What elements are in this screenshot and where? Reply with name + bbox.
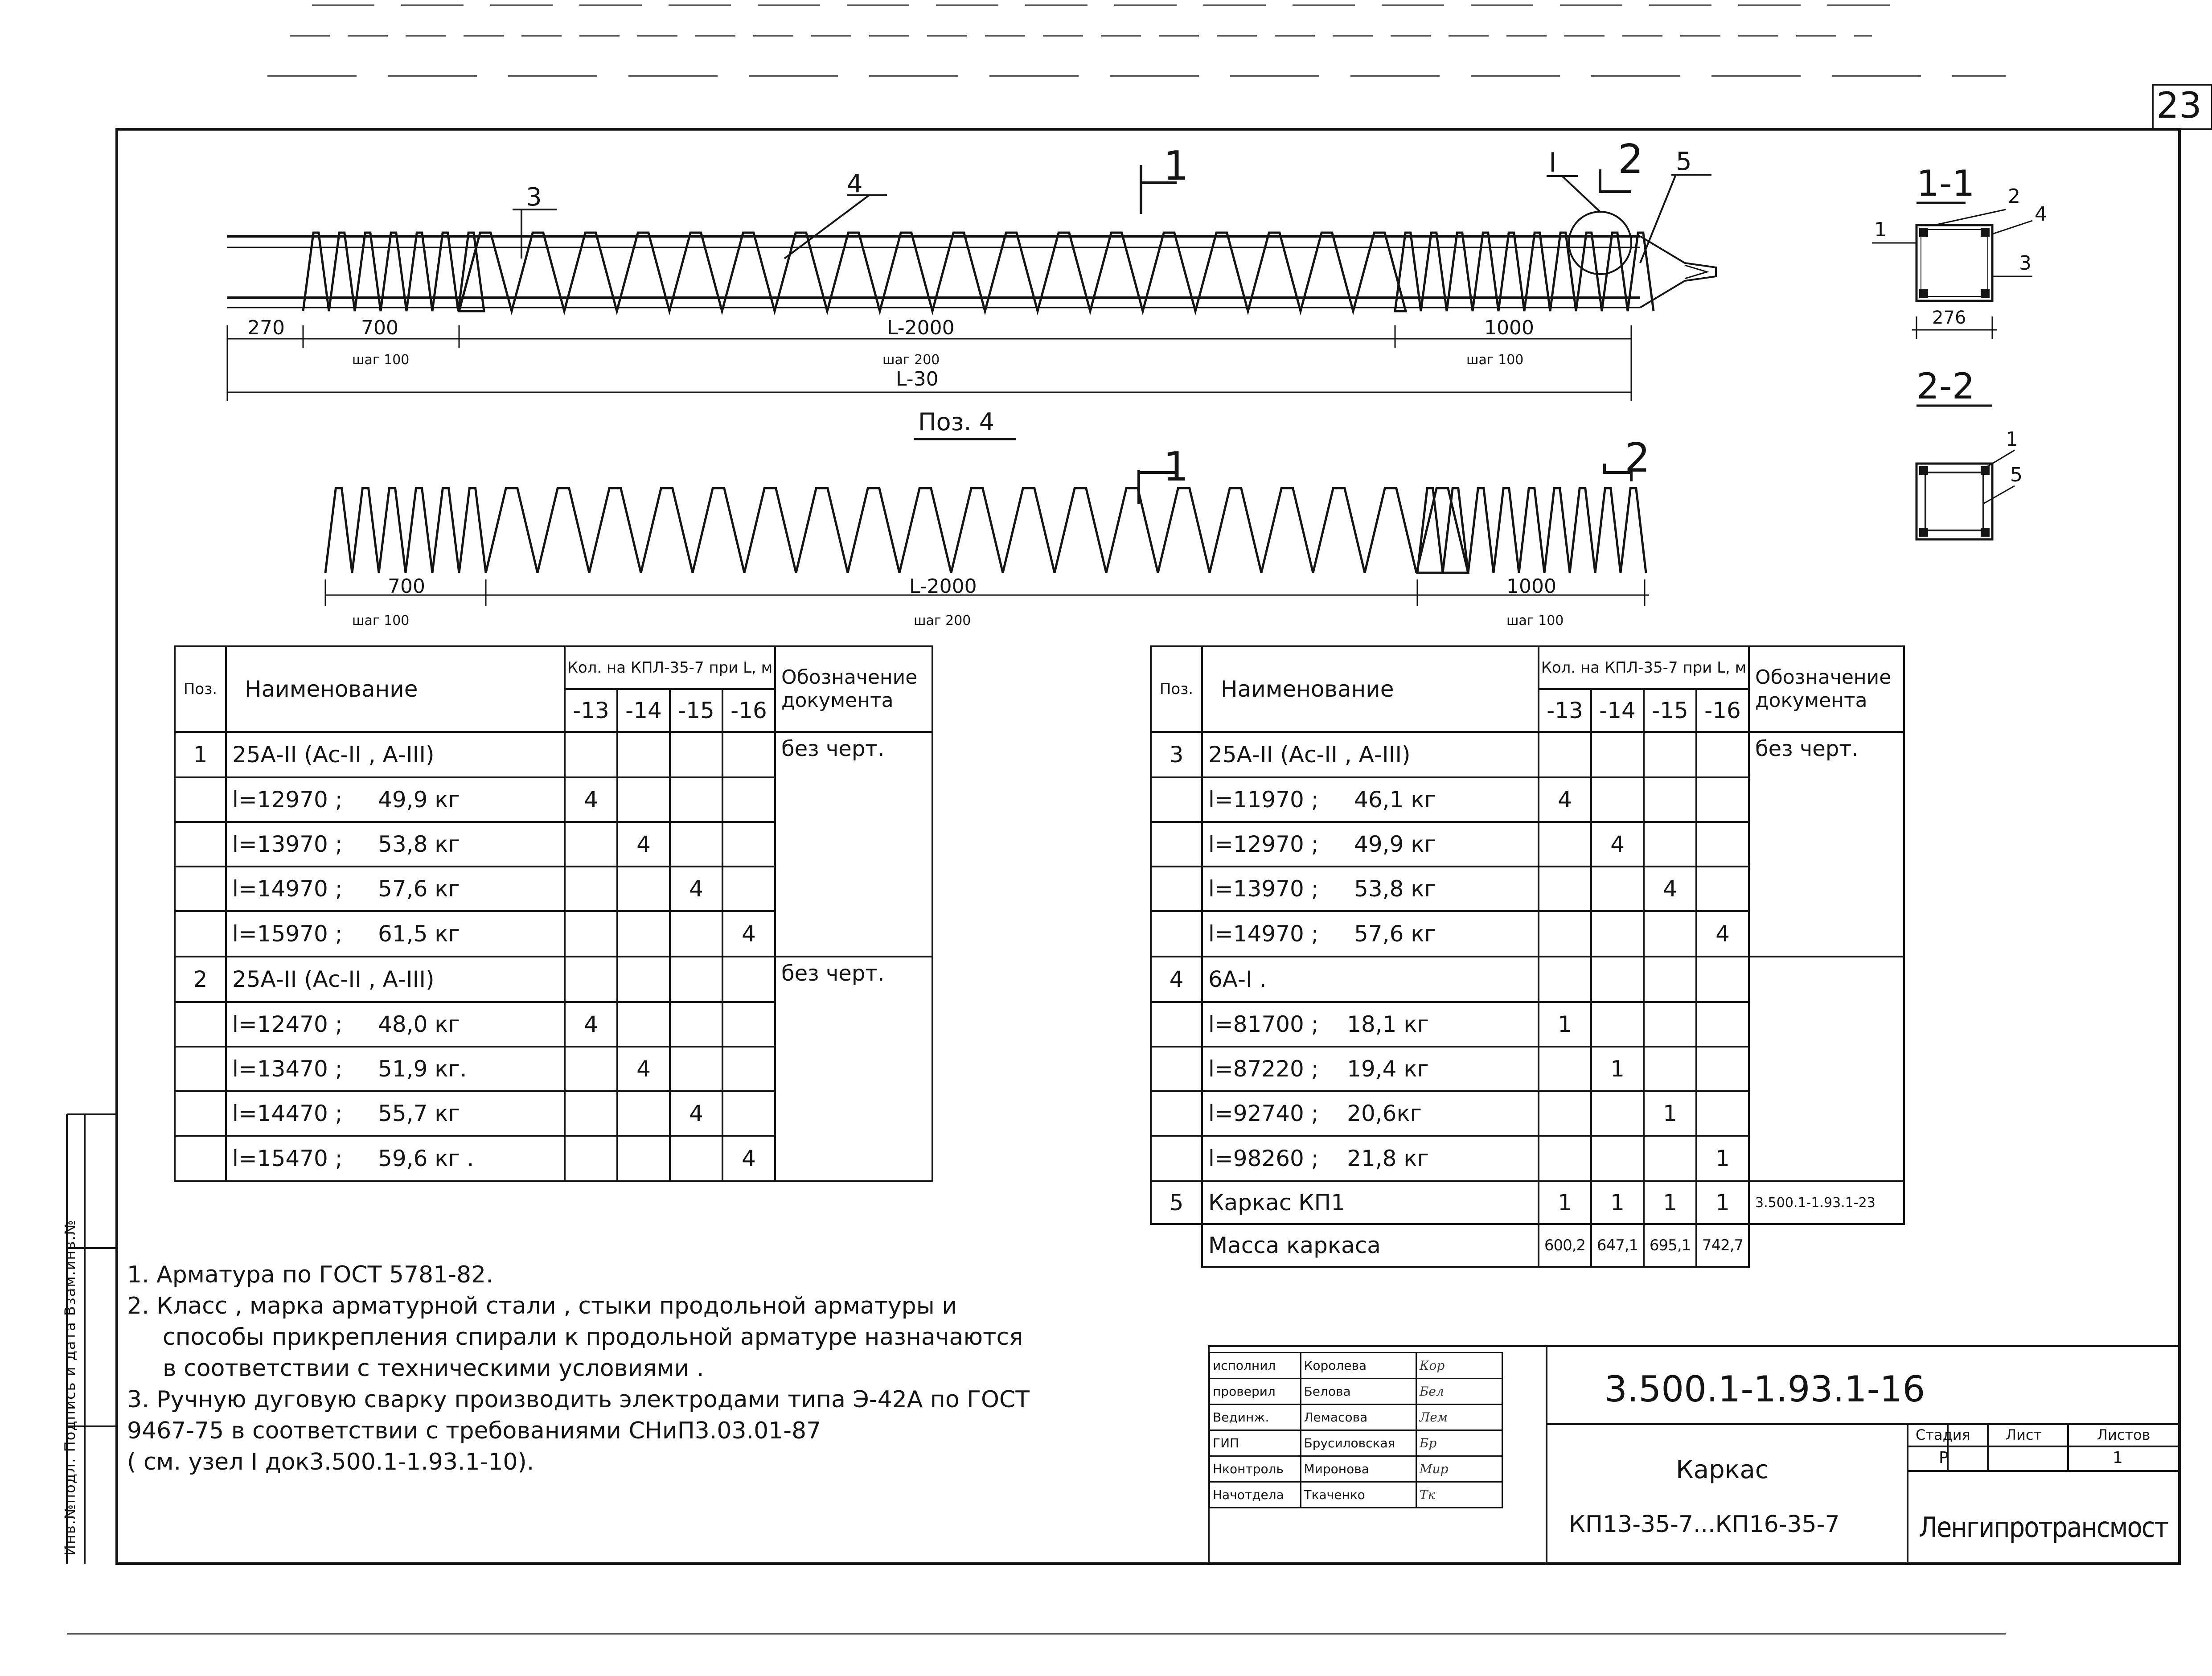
spec-qty bbox=[565, 957, 617, 1002]
spec-qty bbox=[1696, 822, 1749, 867]
note-line: в соответствии с техническими условиями . bbox=[163, 1355, 704, 1382]
spec-qty bbox=[1539, 822, 1591, 867]
spec-doc bbox=[1749, 822, 1904, 867]
stamp-role: исполнил bbox=[1210, 1353, 1301, 1379]
mass-value: 600,2 bbox=[1539, 1224, 1591, 1267]
dim-700-bottom: 700 bbox=[388, 575, 425, 598]
spec-row bbox=[1151, 1181, 1904, 1224]
spec-doc bbox=[1749, 911, 1904, 957]
spec-pos bbox=[175, 1136, 226, 1181]
sheets-value: 1 bbox=[2113, 1449, 2123, 1467]
section-mark-2-bottom: 2 bbox=[1625, 435, 1650, 481]
header-document: Обозначение документа bbox=[1749, 646, 1904, 732]
notes-block bbox=[127, 1259, 1030, 1478]
spec-qty: 4 bbox=[670, 1091, 722, 1136]
spec-row bbox=[1151, 911, 1904, 957]
spec-qty bbox=[670, 732, 722, 777]
stamp-person-row bbox=[1210, 1379, 1502, 1405]
spec-qty bbox=[617, 1136, 670, 1181]
spec-row bbox=[175, 867, 932, 911]
header-length-col: -16 bbox=[722, 689, 775, 732]
section-1-1-label-3: 3 bbox=[2019, 252, 2031, 275]
dim-l30: L-30 bbox=[896, 368, 939, 390]
stamp-signature: Бр bbox=[1416, 1430, 1502, 1456]
callout-pos4: 4 bbox=[847, 169, 863, 198]
section-1-1-label-4: 4 bbox=[2035, 203, 2047, 226]
stamp-signature: Лем bbox=[1416, 1405, 1502, 1430]
node-I-circle bbox=[1569, 212, 1631, 274]
pitch-100-right-bottom: шаг 100 bbox=[1506, 613, 1564, 628]
spec-row bbox=[175, 911, 932, 957]
stamp-name: Белова bbox=[1301, 1379, 1416, 1405]
spec-qty bbox=[617, 867, 670, 911]
stamp-person-row bbox=[1210, 1456, 1502, 1482]
mass-doc-empty bbox=[1749, 1224, 1904, 1267]
spec-qty bbox=[617, 1002, 670, 1047]
spec-qty bbox=[1539, 1047, 1591, 1091]
spec-qty bbox=[1591, 1091, 1644, 1136]
stamp-name: Брусиловская bbox=[1301, 1430, 1416, 1456]
pitch-200-bottom: шаг 200 bbox=[914, 613, 971, 628]
spec-qty bbox=[1696, 1047, 1749, 1091]
spec-qty: 4 bbox=[722, 911, 775, 957]
spec-row bbox=[1151, 777, 1904, 822]
mass-row bbox=[1151, 1224, 1904, 1267]
spec-row bbox=[1151, 867, 1904, 911]
spec-qty bbox=[1591, 732, 1644, 777]
spec-qty bbox=[722, 822, 775, 867]
spec-qty bbox=[670, 822, 722, 867]
section-1-1-label-2: 2 bbox=[2008, 185, 2020, 208]
spec-qty bbox=[617, 957, 670, 1002]
spec-qty: 1 bbox=[1644, 1091, 1696, 1136]
spec-pos bbox=[1151, 911, 1202, 957]
spec-doc bbox=[775, 1136, 932, 1181]
spec-qty bbox=[1696, 732, 1749, 777]
spec-doc bbox=[1749, 777, 1904, 822]
spec-qty bbox=[1696, 777, 1749, 822]
sheet-header: Лист bbox=[2006, 1426, 2042, 1443]
spec-pos bbox=[1151, 777, 1202, 822]
title-models: КП13-35-7...КП16-35-7 bbox=[1569, 1511, 1840, 1538]
spec-qty bbox=[1696, 1091, 1749, 1136]
spec-row bbox=[175, 957, 932, 1002]
spec-pos bbox=[1151, 822, 1202, 867]
stamp-people-table bbox=[1209, 1352, 1503, 1508]
section-2-2-title: 2-2 bbox=[1917, 366, 1975, 407]
stamp-name: Миронова bbox=[1301, 1456, 1416, 1482]
spec-name: l=81700 ; 18,1 кг bbox=[1202, 1002, 1539, 1047]
spec-doc bbox=[1749, 1136, 1904, 1181]
spec-row bbox=[1151, 732, 1904, 777]
dim-270: 270 bbox=[247, 316, 285, 339]
section-mark-1-top: 1 bbox=[1163, 143, 1189, 189]
note-line: 2. Класс , марка арматурной стали , стыки продольной арматуры и bbox=[127, 1293, 957, 1319]
mass-label: Масса каркаса bbox=[1202, 1224, 1539, 1267]
header-name: Наименование bbox=[1202, 646, 1539, 732]
header-quantity: Кол. на КПЛ-35-7 при L, м bbox=[565, 646, 775, 689]
header-pos: Поз. bbox=[1151, 646, 1202, 732]
spec-qty: 4 bbox=[617, 822, 670, 867]
spec-doc bbox=[1749, 1002, 1904, 1047]
spec-qty bbox=[565, 822, 617, 867]
pos4-title: Поз. 4 bbox=[918, 408, 995, 436]
sheets-header: Листов bbox=[2097, 1426, 2150, 1443]
spec-qty bbox=[1644, 1136, 1696, 1181]
spec-qty bbox=[1644, 732, 1696, 777]
stamp-role: Вединж. bbox=[1210, 1405, 1301, 1430]
stamp-role: проверил bbox=[1210, 1379, 1301, 1405]
mass-value: 695,1 bbox=[1644, 1224, 1696, 1267]
spec-qty bbox=[722, 777, 775, 822]
header-pos: Поз. bbox=[175, 646, 226, 732]
spec-qty bbox=[722, 1002, 775, 1047]
spec-qty bbox=[1591, 1002, 1644, 1047]
mass-value: 647,1 bbox=[1591, 1224, 1644, 1267]
spec-pos bbox=[1151, 1091, 1202, 1136]
spec-row bbox=[175, 1047, 932, 1091]
spec-qty: 4 bbox=[617, 1047, 670, 1091]
spec-qty bbox=[1644, 1047, 1696, 1091]
spec-doc bbox=[775, 1091, 932, 1136]
note-line: ( см. узел I док3.500.1-1.93.1-10). bbox=[127, 1449, 534, 1475]
side-binding-label: Инв.№подл. Подпись и дата Взам.инв.№ bbox=[62, 1219, 78, 1556]
spec-qty: 4 bbox=[565, 1002, 617, 1047]
stamp-person-row bbox=[1210, 1482, 1502, 1508]
spec-name: l=98260 ; 21,8 кг bbox=[1202, 1136, 1539, 1181]
pitch-200-top: шаг 200 bbox=[882, 352, 940, 368]
header-quantity: Кол. на КПЛ-35-7 при L, м bbox=[1539, 646, 1749, 689]
spec-qty: 4 bbox=[670, 867, 722, 911]
spec-pos: 1 bbox=[175, 732, 226, 777]
spec-row bbox=[175, 822, 932, 867]
spec-qty bbox=[1644, 1002, 1696, 1047]
spec-pos bbox=[175, 1002, 226, 1047]
spec-row bbox=[1151, 822, 1904, 867]
spec-qty bbox=[565, 732, 617, 777]
spec-qty bbox=[1591, 957, 1644, 1002]
spec-qty bbox=[617, 911, 670, 957]
section-2-2-drawing bbox=[1917, 406, 2015, 539]
spec-qty bbox=[565, 1047, 617, 1091]
spec-name: l=12470 ; 48,0 кг bbox=[226, 1002, 565, 1047]
header-length-col: -16 bbox=[1696, 689, 1749, 732]
stamp-signature: Бел bbox=[1416, 1379, 1502, 1405]
header-length-col: -15 bbox=[1644, 689, 1696, 732]
spec-doc bbox=[775, 822, 932, 867]
spec-qty bbox=[722, 1047, 775, 1091]
spec-qty: 4 bbox=[565, 777, 617, 822]
spec-name: l=12970 ; 49,9 кг bbox=[226, 777, 565, 822]
header-document: Обозначение документа bbox=[775, 646, 932, 732]
spec-qty bbox=[565, 867, 617, 911]
spec-row bbox=[1151, 1091, 1904, 1136]
stamp-signature: Тк bbox=[1416, 1482, 1502, 1508]
spec-row bbox=[1151, 1047, 1904, 1091]
spec-pos bbox=[175, 822, 226, 867]
spec-pos: 4 bbox=[1151, 957, 1202, 1002]
spec-qty bbox=[1539, 732, 1591, 777]
spec-qty bbox=[670, 777, 722, 822]
spec-name: l=87220 ; 19,4 кг bbox=[1202, 1047, 1539, 1091]
stamp-person-row bbox=[1210, 1430, 1502, 1456]
spec-pos bbox=[1151, 1002, 1202, 1047]
spec-name: l=14970 ; 57,6 кг bbox=[1202, 911, 1539, 957]
section-1-1-title: 1-1 bbox=[1917, 163, 1975, 204]
spec-pos bbox=[1151, 1047, 1202, 1091]
spec-pos: 2 bbox=[175, 957, 226, 1002]
spec-qty bbox=[1591, 911, 1644, 957]
spec-name: l=15970 ; 61,5 кг bbox=[226, 911, 565, 957]
spec-row bbox=[1151, 1002, 1904, 1047]
spec-qty: 1 bbox=[1539, 1002, 1591, 1047]
spec-qty bbox=[1539, 957, 1591, 1002]
spec-qty bbox=[1696, 1002, 1749, 1047]
spec-doc: 3.500.1-1.93.1-23 bbox=[1749, 1181, 1904, 1224]
pitch-100-left-bottom: шаг 100 bbox=[352, 613, 410, 628]
spec-pos bbox=[175, 867, 226, 911]
spec-name: l=14970 ; 57,6 кг bbox=[226, 867, 565, 911]
spec-doc bbox=[1749, 957, 1904, 1002]
stamp-name: Ткаченко bbox=[1301, 1482, 1416, 1508]
spec-qty: 4 bbox=[1696, 911, 1749, 957]
spec-qty: 4 bbox=[1591, 822, 1644, 867]
callout-pos5: 5 bbox=[1676, 147, 1692, 176]
spec-doc bbox=[775, 1047, 932, 1091]
stamp-role: Начотдела bbox=[1210, 1482, 1301, 1508]
spec-qty bbox=[617, 732, 670, 777]
spec-qty: 4 bbox=[722, 1136, 775, 1181]
spec-qty bbox=[565, 1136, 617, 1181]
spec-qty: 1 bbox=[1696, 1136, 1749, 1181]
spec-qty bbox=[670, 1047, 722, 1091]
spec-doc bbox=[775, 911, 932, 957]
spec-qty bbox=[670, 1136, 722, 1181]
spec-qty bbox=[1644, 777, 1696, 822]
spec-name: l=11970 ; 46,1 кг bbox=[1202, 777, 1539, 822]
spec-pos: 3 bbox=[1151, 732, 1202, 777]
header-length-col: -15 bbox=[670, 689, 722, 732]
spec-name: Каркас КП1 bbox=[1202, 1181, 1539, 1224]
spec-qty: 1 bbox=[1591, 1181, 1644, 1224]
section-mark-1-bottom: 1 bbox=[1163, 444, 1189, 490]
spec-row bbox=[175, 777, 932, 822]
stamp-role: ГИП bbox=[1210, 1430, 1301, 1456]
note-line: способы прикрепления спирали к продольной арматуре назначаются bbox=[163, 1324, 1023, 1351]
spec-name: 25А-II (Ас-II , А-III) bbox=[226, 957, 565, 1002]
dim-l2000-top: L-2000 bbox=[887, 316, 955, 339]
stamp-signature: Мир bbox=[1416, 1456, 1502, 1482]
spec-name: l=13470 ; 51,9 кг. bbox=[226, 1047, 565, 1091]
spec-pos bbox=[1151, 1136, 1202, 1181]
spec-name: 25А-II (Ас-II , А-III) bbox=[226, 732, 565, 777]
spec-qty bbox=[1539, 1091, 1591, 1136]
section-1-1-label-1: 1 bbox=[1874, 218, 1887, 241]
spec-qty: 4 bbox=[1644, 867, 1696, 911]
spec-doc bbox=[1749, 1091, 1904, 1136]
spec-name: l=13970 ; 53,8 кг bbox=[1202, 867, 1539, 911]
stamp-name: Лемасова bbox=[1301, 1405, 1416, 1430]
spec-qty bbox=[1696, 957, 1749, 1002]
spec-qty bbox=[617, 777, 670, 822]
spec-qty bbox=[1591, 777, 1644, 822]
spec-doc: без черт. bbox=[775, 732, 932, 777]
title-karkas: Каркас bbox=[1676, 1455, 1769, 1484]
spec-row bbox=[175, 732, 932, 777]
stamp-signature: Кор bbox=[1416, 1353, 1502, 1379]
spec-name: 25А-II (Ас-II , А-III) bbox=[1202, 732, 1539, 777]
section-1-1-width: 276 bbox=[1932, 308, 1966, 328]
spec-qty bbox=[722, 957, 775, 1002]
callout-pos3: 3 bbox=[526, 183, 542, 212]
spec-qty bbox=[1696, 867, 1749, 911]
spec-qty: 1 bbox=[1696, 1181, 1749, 1224]
spec-row bbox=[175, 1091, 932, 1136]
spec-doc: без черт. bbox=[775, 957, 932, 1002]
header-length-col: -13 bbox=[565, 689, 617, 732]
spec-qty: 4 bbox=[1539, 777, 1591, 822]
spec-doc: без черт. bbox=[1749, 732, 1904, 777]
spec-row bbox=[1151, 1136, 1904, 1181]
header-name: Наименование bbox=[226, 646, 565, 732]
spec-qty bbox=[617, 1091, 670, 1136]
spec-qty bbox=[722, 1091, 775, 1136]
spec-qty bbox=[1644, 822, 1696, 867]
spec-qty: 1 bbox=[1539, 1181, 1591, 1224]
pos4-spiral-view bbox=[325, 439, 1649, 606]
stage-value: Р bbox=[1939, 1449, 1949, 1467]
header-length-col: -14 bbox=[617, 689, 670, 732]
spec-row bbox=[1151, 957, 1904, 1002]
spec-qty bbox=[1591, 867, 1644, 911]
spec-name: 6А-I . bbox=[1202, 957, 1539, 1002]
note-line: 3. Ручную дуговую сварку производить электродами типа Э-42А по ГОСТ bbox=[127, 1386, 1030, 1413]
spec-doc bbox=[775, 777, 932, 822]
spec-table-left bbox=[174, 645, 933, 1182]
header-length-col: -14 bbox=[1591, 689, 1644, 732]
spec-pos bbox=[175, 1091, 226, 1136]
spec-qty bbox=[1539, 1136, 1591, 1181]
mass-empty bbox=[1151, 1224, 1202, 1267]
spec-qty bbox=[670, 957, 722, 1002]
spec-qty bbox=[1591, 1136, 1644, 1181]
dim-1000-top: 1000 bbox=[1484, 316, 1534, 339]
section-mark-2-top: 2 bbox=[1618, 136, 1644, 183]
spec-doc bbox=[1749, 867, 1904, 911]
dim-700-top: 700 bbox=[361, 316, 398, 339]
spec-qty bbox=[722, 732, 775, 777]
spec-name: l=15470 ; 59,6 кг . bbox=[226, 1136, 565, 1181]
stamp-role: Нконтроль bbox=[1210, 1456, 1301, 1482]
pitch-100-left-top: шаг 100 bbox=[352, 352, 410, 368]
spec-pos bbox=[175, 777, 226, 822]
spec-qty bbox=[670, 911, 722, 957]
spec-qty bbox=[1539, 867, 1591, 911]
stage-header: Стадия bbox=[1916, 1426, 1970, 1443]
spec-qty bbox=[1644, 957, 1696, 1002]
spec-qty: 1 bbox=[1644, 1181, 1696, 1224]
mass-value: 742,7 bbox=[1696, 1224, 1749, 1267]
spec-qty bbox=[1644, 911, 1696, 957]
spec-name: l=92740 ; 20,6кг bbox=[1202, 1091, 1539, 1136]
spec-row bbox=[175, 1136, 932, 1181]
spec-doc bbox=[1749, 1047, 1904, 1091]
spec-qty: 1 bbox=[1591, 1047, 1644, 1091]
spec-name: l=13970 ; 53,8 кг bbox=[226, 822, 565, 867]
spec-qty bbox=[1539, 911, 1591, 957]
spec-pos: 5 bbox=[1151, 1181, 1202, 1224]
section-2-2-label-5: 5 bbox=[2010, 464, 2023, 486]
spec-pos bbox=[1151, 867, 1202, 911]
spec-doc bbox=[775, 867, 932, 911]
dim-1000-bottom: 1000 bbox=[1506, 575, 1556, 598]
spec-row bbox=[175, 1002, 932, 1047]
stamp-person-row bbox=[1210, 1353, 1502, 1379]
note-line: 1. Арматура по ГОСТ 5781-82. bbox=[127, 1261, 493, 1288]
pitch-100-right-top: шаг 100 bbox=[1466, 352, 1524, 368]
spec-qty bbox=[565, 911, 617, 957]
stamp-person-row bbox=[1210, 1405, 1502, 1430]
spec-qty bbox=[565, 1091, 617, 1136]
sheet-number: 23 bbox=[2156, 85, 2202, 126]
section-2-2-label-1: 1 bbox=[2006, 428, 2018, 451]
organization-name: Ленгипротрансмост bbox=[1919, 1511, 2168, 1544]
spec-qty bbox=[670, 1002, 722, 1047]
dim-l2000-bottom: L-2000 bbox=[909, 575, 977, 598]
spec-pos bbox=[175, 1047, 226, 1091]
spec-pos bbox=[175, 911, 226, 957]
spec-table-right bbox=[1150, 645, 1905, 1268]
spec-name: l=14470 ; 55,7 кг bbox=[226, 1091, 565, 1136]
spec-qty bbox=[722, 867, 775, 911]
stamp-name: Королева bbox=[1301, 1353, 1416, 1379]
spec-name: l=12970 ; 49,9 кг bbox=[1202, 822, 1539, 867]
node-I-label: I bbox=[1549, 147, 1557, 178]
header-length-col: -13 bbox=[1539, 689, 1591, 732]
spec-doc bbox=[775, 1002, 932, 1047]
note-line: 9467-75 в соответствии с требованиями СНиП3.03.01-87 bbox=[127, 1417, 821, 1444]
doc-code: 3.500.1-1.93.1-16 bbox=[1605, 1368, 1925, 1410]
